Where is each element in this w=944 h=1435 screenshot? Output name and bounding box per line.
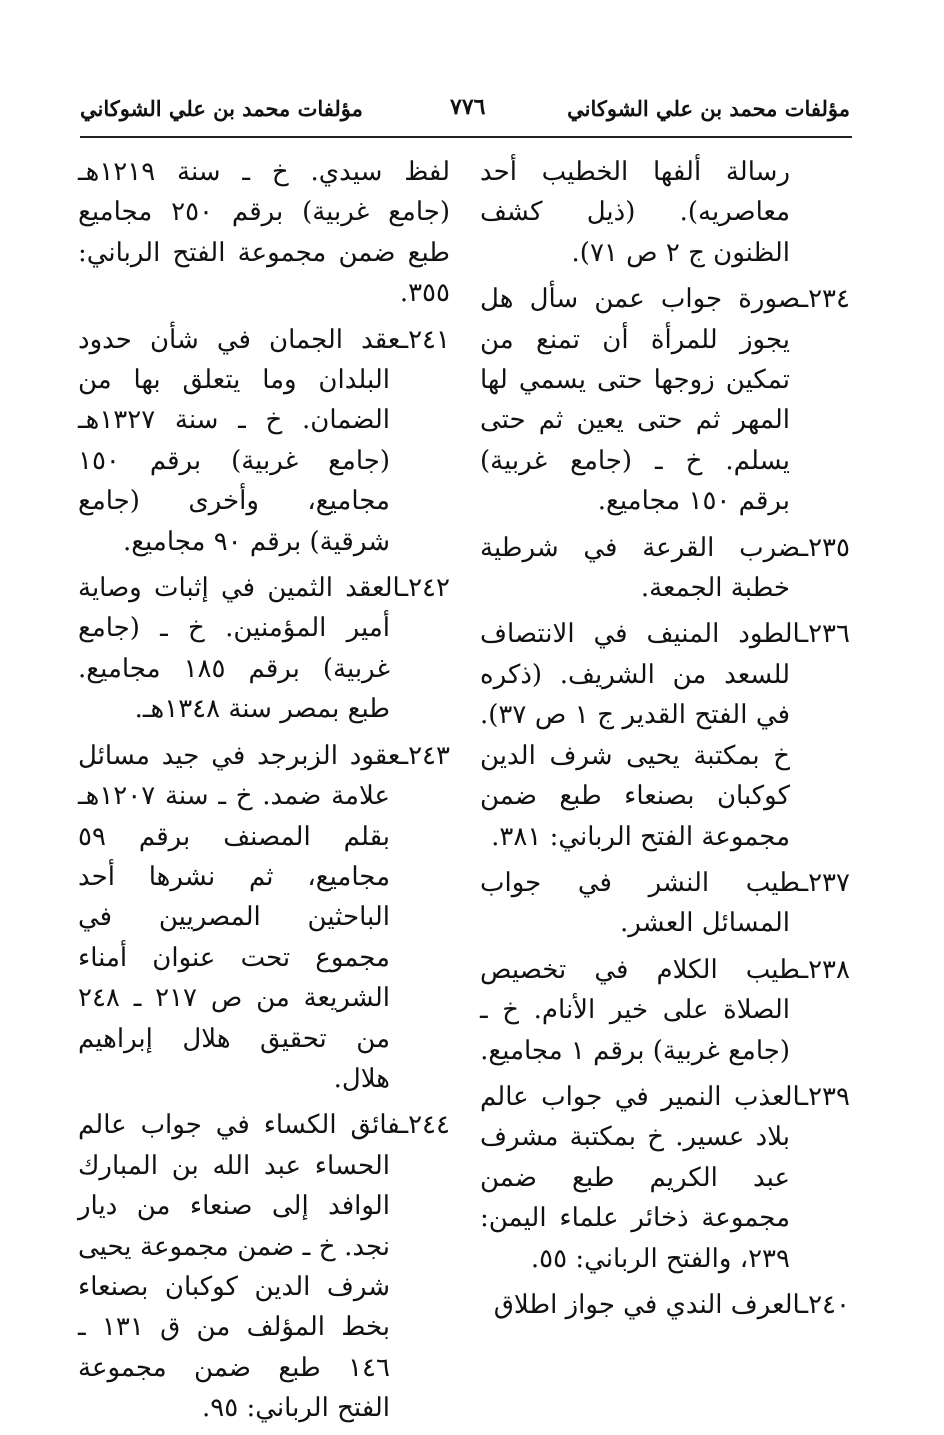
entry-240 <box>480 1285 850 1325</box>
continuation-text: رسالة ألفها الخطيب أحد معاصريه). (ذيل كشف الظنون ج ٢ ص ٧١). <box>480 157 790 268</box>
entry-number: ٢٣٨ـ <box>800 954 850 985</box>
running-header <box>80 92 850 128</box>
header-left-title: مؤلفات محمد بن علي الشوكاني <box>80 96 363 121</box>
entry-text: العقد الثمين في إثبات وصاية أمير المؤمنين. خ ـ (جامع غربية) برقم ١٨٥ مجاميع. طبع بمصر سنة ١٣٤٨هـ. <box>78 573 401 725</box>
entry-text: العذب النمير في جواب عالم بلاد عسير. خ بمكتبة مشرف عبد الكريم طبع ضمن مجموعة ذخائر علماء اليمن: ٢٣٩، والفتح الرباني: ٥٥. <box>480 1081 801 1274</box>
entry-text: ضرب القرعة في شرطية خطبة الجمعة. <box>480 532 801 604</box>
entry-text: فائق الكساء في جواب عالم الحساء عبد الله بن المبارك الوافد إلى صنعاء من ديار نجد. خ ـ ضمن مجموعة يحيى شرف الدين كوكبان بصنعاء بخط المؤلف من ق ١٣١ ـ ١٤٦ طبع ضمن مجموعة الفتح الرباني: ٩٥. <box>78 1110 401 1424</box>
entry-text: عقد الجمان في شأن حدود البلدان وما يتعلق بها من الضمان. خ ـ سنة ١٣٢٧هـ (جامع غربية) برقم ١٥٠ مجاميع، وأخرى (جامع شرقية) برقم ٩٠ مجاميع. <box>78 324 401 557</box>
entry-234 <box>480 279 850 521</box>
entry-239 <box>480 1077 850 1279</box>
entry-235 <box>480 528 850 609</box>
continuation-text: لفظ سيدي. خ ـ سنة ١٢١٩هـ (جامع غربية) برقم ٢٥٠ مجاميع طبع ضمن مجموعة الفتح الرباني: ٣٥٥. <box>78 157 450 309</box>
page-number: ٧٧٦ <box>450 94 486 120</box>
entry-number: ٢٤٣ـ <box>400 740 450 771</box>
entry-number: ٢٣٧ـ <box>800 867 850 898</box>
entry-text: طيب الكلام في تخصيص الصلاة على خير الأنام. خ ـ (جامع غربية) برقم ١ مجاميع. <box>480 954 801 1066</box>
left-column <box>78 152 450 1435</box>
entry-text: الطود المنيف في الانتصاف للسعد من الشريف. (ذكره في الفتح القدير ج ١ ص ٣٧). خ بمكتبة يحيى شرف الدين كوكبان بصنعاء طبع ضمن مجموعة الفتح الرباني: ٣٨١. <box>480 619 801 852</box>
header-rule <box>80 136 852 138</box>
entry-number: ٢٤٢ـ <box>400 573 450 604</box>
entry-236 <box>480 614 850 856</box>
entry-237 <box>480 863 850 944</box>
header-right-title: مؤلفات محمد بن علي الشوكاني <box>567 96 850 121</box>
entry-241 <box>78 320 450 562</box>
entry-number: ٢٤٤ـ <box>400 1110 450 1141</box>
entry-text: العرف الندي في جواز اطلاق <box>493 1289 801 1320</box>
entry-242 <box>78 568 450 730</box>
entry-number: ٢٣٩ـ <box>800 1081 850 1112</box>
entry-238 <box>480 950 850 1071</box>
entry-243 <box>78 736 450 1100</box>
entry-number: ٢٣٦ـ <box>800 619 850 650</box>
entry-number: ٢٤٠ـ <box>800 1289 850 1320</box>
entry-text: طيب النشر في جواب المسائل العشر. <box>480 867 801 939</box>
entry-text: صورة جواب عمن سأل هل يجوز للمرأة أن تمنع من تمكين زوجها حتى يسمي لها المهر ثم حتى يعين ثم حتى يسلم. خ ـ (جامع غربية) برقم ١٥٠ مجاميع. <box>480 284 801 517</box>
entry-number: ٢٣٥ـ <box>800 532 850 563</box>
entry-244 <box>78 1105 450 1428</box>
right-column <box>480 152 850 1331</box>
entry-number: ٢٣٤ـ <box>800 284 850 315</box>
entry-number: ٢٤١ـ <box>400 324 450 355</box>
entry-text: عقود الزبرجد في جيد مسائل علامة ضمد. خ ـ سنة ١٢٠٧هـ بقلم المصنف برقم ٥٩ مجاميع، ثم نشرها أحد الباحثين المصريين في مجموع تحت عنوان أمناء الشريعة من ص ٢١٧ ـ ٢٤٨ من تحقيق هلال إبراهيم هلال. <box>78 740 401 1094</box>
